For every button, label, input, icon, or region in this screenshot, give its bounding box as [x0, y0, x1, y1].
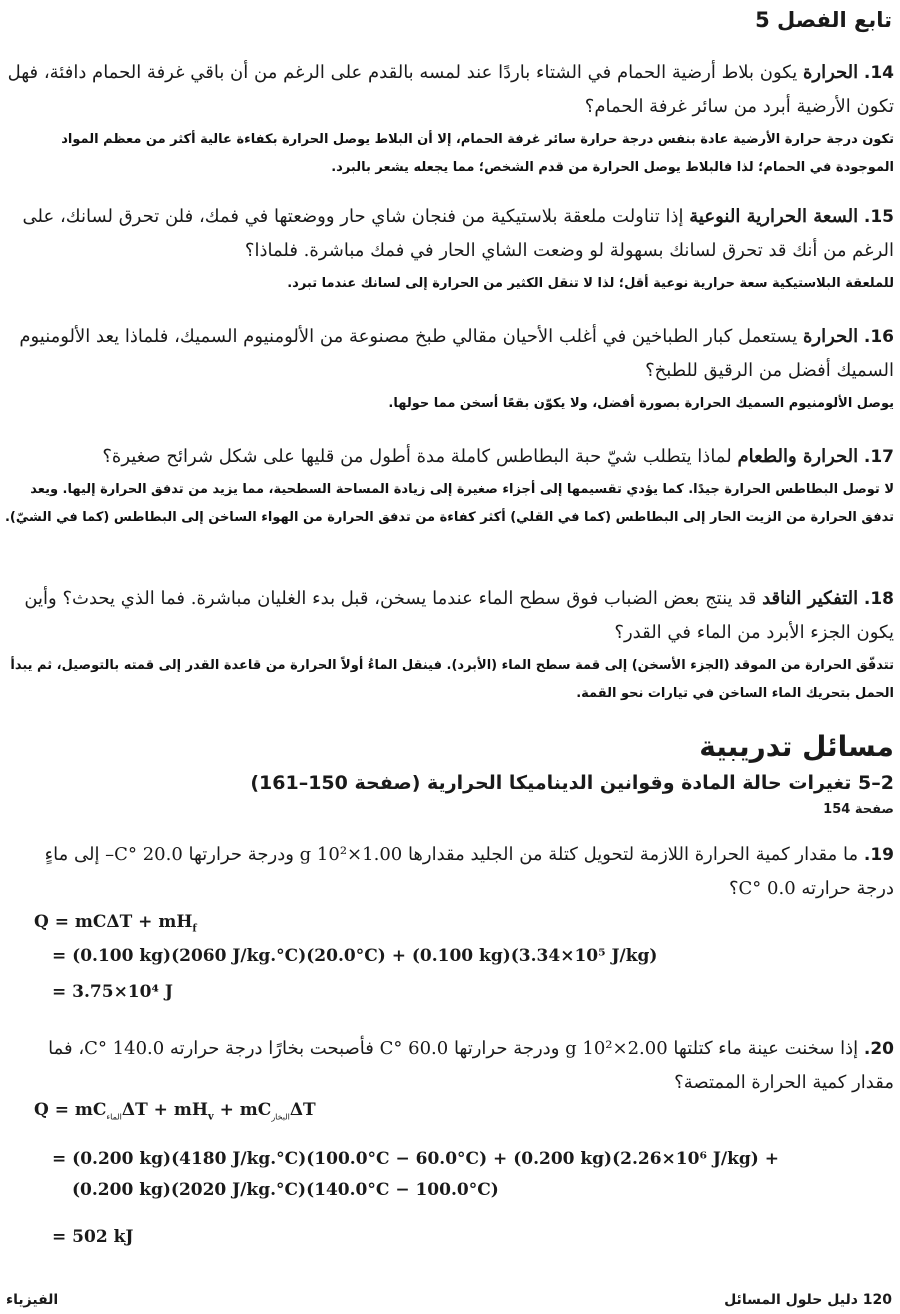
question-18	[4, 582, 894, 708]
equation-line: $Q = mC_{الماء}\Delta T + mH_v + mC_{البخار}\Delta T$	[34, 1100, 316, 1123]
problem-text	[4, 838, 894, 906]
question-text	[4, 56, 894, 124]
problem-body: ما مقدار كمية الحرارة اللازمة لتحويل كتلة من الجليد مقدارها 1.00×10² g ودرجة حرارتها 20.0 °C– إلى ماءٍ درجة حرارته 0.0 °C؟	[44, 844, 894, 899]
question-keyword: السعة الحرارية النوعية	[689, 206, 859, 227]
question-number: 15.	[863, 207, 894, 227]
footer-page-info	[724, 1292, 892, 1308]
equation-result: = 3.75×10⁴ J	[52, 982, 173, 1002]
problem-body: إذا سخنت عينة ماء كتلتها 2.00×10² g ودرجة حرارتها 60.0 °C فأصبحت بخارًا درجة حرارته 140.0 °C، فما مقدار كمية الحرارة الممتصة؟	[48, 1038, 894, 1093]
question-keyword: الحرارة	[802, 326, 859, 347]
question-keyword: الحرارة والطعام	[737, 446, 859, 467]
question-body: يستعمل كبار الطباخين في أغلب الأحيان مقالي طبخ مصنوعة من الألومنيوم السميك، فلماذا يعد الألومنيوم السميك أفضل من الرقيق للطبخ؟	[19, 326, 894, 381]
equation-line: = (0.200 kg)(4180 J/kg.°C)(100.0°C − 60.0°C) + (0.200 kg)(2.26×10⁶ J/kg) +	[52, 1149, 779, 1169]
page-number: 120	[862, 1292, 892, 1308]
question-body: قد ينتج بعض الضباب فوق سطح الماء عندما يسخن، قبل بدء الغليان مباشرة. فما الذي يحدث؟ وأين يكون الجزء الأبرد من الماء في القدر؟	[24, 588, 894, 643]
question-keyword: التفكير الناقد	[762, 588, 859, 609]
question-number: 16.	[863, 327, 894, 347]
equation-result: = 502 kJ	[52, 1227, 134, 1247]
problem-number: 20.	[863, 1039, 894, 1059]
answer-text: تتدفّق الحرارة من الموقد (الجزء الأسخن) إلى قمة سطح الماء (الأبرد). فينقل الماءُ أولاً الحرارة من قاعدة القدر إلى قمته بالتوصيل، ثم يبدأ الحمل بتحريك الماء الساخن في تيارات نحو القمة.	[10, 658, 894, 701]
question-15	[4, 200, 894, 298]
problem-19	[4, 838, 894, 906]
footer-subject: الفيزياء	[6, 1292, 59, 1308]
problem-20	[4, 1032, 894, 1100]
equation-line: $Q = mC\Delta T + mH_f$	[34, 912, 197, 935]
section-subtitle: 2–5 تغيرات حالة المادة وقوانين الديناميكا الحرارية (صفحة 150–161)	[250, 772, 894, 794]
question-number: 18.	[863, 589, 894, 609]
section-title: مسائل تدريبية	[699, 730, 894, 763]
question-text	[4, 320, 894, 388]
answer-text: لا توصل البطاطس الحرارة جيدًا. كما يؤدي تقسيمها إلى أجزاء صغيرة إلى زيادة المساحة السطحية، مما يزيد من تدفق الحرارة إليها. ويعد تدفق الحرارة من الزيت الحار إلى البطاطس (كما في القلي) أكثر كفاءة من تدفق الحرارة من الهواء الساخن إلى البطاطس (كما في الشيّ).	[4, 482, 894, 525]
guide-title: دليل حلول المسائل	[724, 1292, 858, 1308]
question-body: إذا تناولت ملعقة بلاستيكية من فنجان شاي حار ووضعتها في فمك، فلن تحرق لسانك، على الرغم من أنك قد تحرق لسانك بسهولة لو وضعت الشاي الحار في فمك مباشرة. فلماذا؟	[22, 206, 894, 261]
question-14	[4, 56, 894, 182]
answer-text: للملعقة البلاستيكية سعة حرارية نوعية أقل؛ لذا لا تنقل الكثير من الحرارة إلى لسانك عندما تبرد.	[287, 276, 894, 291]
question-17	[4, 440, 894, 532]
answer-text: تكون درجة حرارة الأرضية عادة بنفس درجة حرارة سائر غرفة الحمام، إلا أن البلاط يوصل الحرارة بكفاءة عالية أكثر من معظم المواد الموجودة في الحمام؛ لذا فالبلاط يوصل الحرارة من قدم الشخص؛ مما يجعله يشعر بالبرد.	[61, 132, 894, 175]
equation-line: = (0.100 kg)(2060 J/kg.°C)(20.0°C) + (0.100 kg)(3.34×10⁵ J/kg)	[52, 946, 658, 966]
question-text	[4, 440, 894, 474]
page-reference: صفحة 154	[823, 802, 894, 817]
question-number: 14.	[863, 63, 894, 83]
question-body: يكون بلاط أرضية الحمام في الشتاء باردًا عند لمسه بالقدم على الرغم من أن باقي غرفة الحمام دافئة، فهل تكون الأرضية أبرد من سائر غرفة الحمام؟	[7, 62, 894, 117]
problem-text	[4, 1032, 894, 1100]
equation-line: (0.200 kg)(2020 J/kg.°C)(140.0°C − 100.0°C)	[72, 1180, 499, 1200]
question-text	[4, 200, 894, 268]
question-number: 17.	[863, 447, 894, 467]
question-text	[4, 582, 894, 650]
question-body: لماذا يتطلب شيّ حبة البطاطس كاملة مدة أطول من قليها على شكل شرائح صغيرة؟	[102, 446, 732, 467]
answer-text: يوصل الألومنيوم السميك الحرارة بصورة أفضل، ولا يكوّن بقعًا أسخن مما حولها.	[388, 396, 894, 411]
question-16	[4, 320, 894, 418]
problem-number: 19.	[863, 845, 894, 865]
question-keyword: الحرارة	[802, 62, 859, 83]
chapter-title: تابع الفصل 5	[755, 8, 892, 32]
